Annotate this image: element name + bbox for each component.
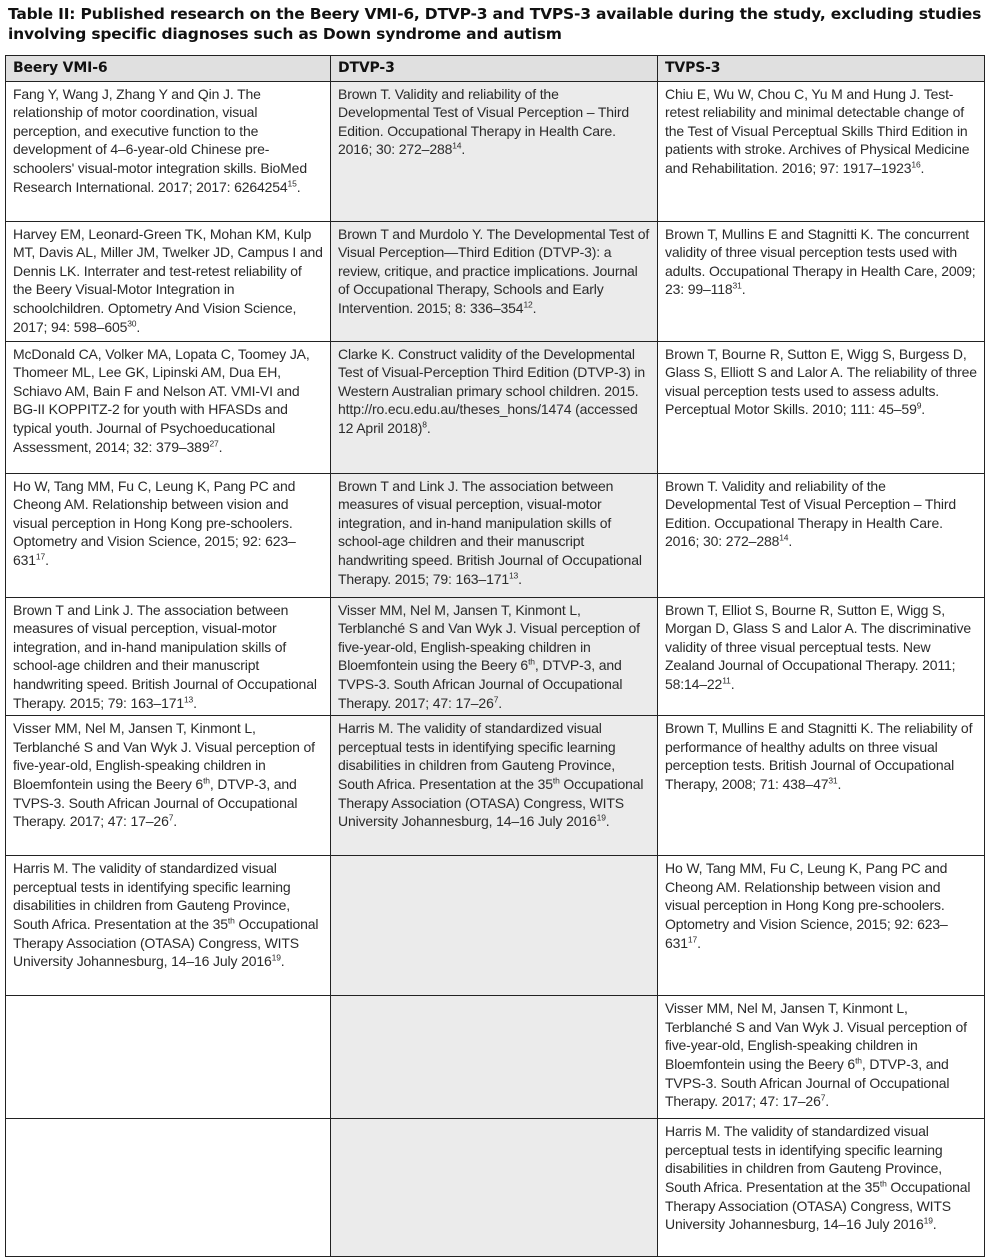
reference-text: . bbox=[932, 1216, 937, 1233]
reference-text: Occupational Therapy Association (OTASA) Congress, WITS University Johannesburg, 14–16 July 2016 bbox=[338, 775, 644, 830]
reference-text: Brown T, Mullins E and Stagnitti K. The reliability of performance of healthy adults on three visual perception tests. British Journal of Occupational Therapy, 2008; 71: 438–47 bbox=[665, 720, 973, 792]
table-row bbox=[6, 81, 985, 221]
cell-tvps bbox=[658, 1119, 985, 1257]
superscript: 19 bbox=[596, 812, 606, 823]
superscript: 9 bbox=[916, 400, 922, 411]
superscript: 19 bbox=[923, 1215, 933, 1226]
reference-text: . bbox=[173, 813, 178, 830]
reference-text: Occupational Therapy Association (OTASA) Congress, WITS University Johannesburg, 14–16 July 2016 bbox=[13, 915, 319, 970]
superscript: 14 bbox=[779, 532, 789, 543]
reference-text: , DTVP-3, and TVPS-3. South African Journal of Occupational Therapy. 2017; 47: 17–26 bbox=[13, 775, 298, 830]
reference-text: . bbox=[837, 775, 842, 792]
reference-text: Harris M. The validity of standardized visual perceptual tests in identifying specific learning disabilities in children from Gauteng Province, South Africa. Presentation at the 35 bbox=[665, 1123, 943, 1195]
superscript: 17 bbox=[35, 551, 46, 562]
reference-text: McDonald CA, Volker MA, Lopata C, Toomey JA, Thomeer ML, Lee GK, Lipinski AM, Dua EH, Schiavo AM, Bain F and Nelson AT. VMI-VI and BG-II KOPPITZ-2 for youth with HFASDs and typical youth. Journal of Psychoeducational Assessment, 2014; 32: 379–389 bbox=[13, 345, 310, 455]
superscript: th bbox=[528, 656, 535, 667]
reference-text: Brown T, Mullins E and Stagnitti K. The concurrent validity of three visual perception tests used with adults. Occupational Therapy in Health Care, 2009; 23: 99–118 bbox=[665, 225, 976, 298]
superscript: 7 bbox=[493, 693, 499, 704]
reference-text: Brown T, Elliot S, Bourne R, Sutton E, Wigg S, Morgan D, Glass S and Lalor A. The discriminative validity of three visual perceptual tests. New Zealand Journal of Occupational Therapy. 2011; 58:14–22 bbox=[665, 601, 971, 692]
table-row bbox=[6, 341, 985, 473]
reference-text: . bbox=[45, 551, 49, 568]
superscript: 15 bbox=[287, 177, 297, 188]
table-row bbox=[6, 996, 985, 1119]
superscript: 19 bbox=[271, 952, 281, 963]
reference-text: Brown T, Bourne R, Sutton E, Wigg S, Burgess D, Glass S, Elliott S and Lalor A. The reliability of three visual perception tests used to assess adults. Perceptual Motor Skills. 2010; 111: 45–59 bbox=[665, 345, 977, 418]
reference-text: , DTVP-3, and TVPS-3. South African Journal of Occupational Therapy. 2017; 47: 17–26 bbox=[665, 1055, 950, 1110]
cell-tvps bbox=[658, 996, 985, 1119]
reference-text: Visser MM, Nel M, Jansen T, Kinmont L, Terblanché S and Van Wyk J. Visual perception of five-year-old, English-speaking children in Bloemfontein using the Beery 6 bbox=[338, 601, 640, 674]
cell-tvps bbox=[658, 597, 985, 716]
reference-text: . bbox=[498, 694, 503, 711]
table-row bbox=[6, 856, 985, 996]
superscript: th bbox=[552, 775, 560, 786]
reference-text: . bbox=[921, 401, 926, 418]
superscript: 14 bbox=[452, 140, 462, 151]
reference-text: . bbox=[518, 570, 522, 587]
reference-text: , DTVP-3, and TVPS-3. South African Journal of Occupational Therapy. 2017; 47: 17–26 bbox=[338, 657, 623, 711]
cell-dtvp bbox=[331, 81, 658, 221]
reference-text: Chiu E, Wu W, Chou C, Yu M and Hung J. Test-retest reliability and minimal detectable change of the Test of Visual Perceptual Skills Third Edition in patients with stroke. Archives of Physical Medicine and Rehabilitation. 2016; 97: 1917–1923 bbox=[665, 85, 970, 176]
cell-beery bbox=[6, 996, 331, 1119]
header-dtvp: DTVP-3 bbox=[331, 56, 658, 82]
reference-text: . bbox=[426, 419, 431, 436]
reference-text: . bbox=[741, 281, 746, 298]
header-tvps: TVPS-3 bbox=[658, 56, 985, 82]
cell-beery bbox=[6, 473, 331, 597]
cell-dtvp bbox=[331, 473, 658, 597]
reference-text: Ho W, Tang MM, Fu C, Leung K, Pang PC and Cheong AM. Relationship between vision and visual perception in Hong Kong pre-schoolers. Optometry and Vision Science, 2015; 92: 623–631 bbox=[13, 477, 296, 568]
reference-text: . bbox=[218, 438, 223, 455]
reference-text: Brown T and Link J. The association between measures of visual perception, visual-motor integration, and in-hand manipulation skills of school-age children and their manuscript handwriting speed. British Journal of Occupational Therapy. 2015; 79: 163–171 bbox=[13, 601, 317, 711]
cell-tvps bbox=[658, 221, 985, 341]
table-row bbox=[6, 716, 985, 856]
superscript: 27 bbox=[209, 437, 219, 448]
cell-beery bbox=[6, 856, 331, 996]
reference-text: . bbox=[461, 141, 466, 158]
superscript: th bbox=[855, 1055, 862, 1066]
superscript: 13 bbox=[508, 569, 519, 580]
cell-beery bbox=[6, 81, 331, 221]
reference-text: Ho W, Tang MM, Fu C, Leung K, Pang PC and Cheong AM. Relationship between vision and visual perception in Hong Kong pre-schoolers. Optometry and Vision Science, 2015; 92: 623–631 bbox=[665, 860, 948, 951]
table-caption: Table II: Published research on the Beery VMI-6, DTVP-3 and TVPS-3 available during the study, excluding studies involving specific diagnoses such as Down syndrome and autism bbox=[8, 5, 982, 43]
cell-beery bbox=[6, 1119, 331, 1257]
table-row bbox=[6, 597, 985, 716]
reference-text: . bbox=[296, 178, 301, 195]
cell-beery bbox=[6, 221, 331, 341]
reference-text: . bbox=[605, 813, 610, 830]
superscript: th bbox=[227, 915, 235, 926]
header-beery: Beery VMI-6 bbox=[6, 56, 331, 82]
cell-dtvp bbox=[331, 716, 658, 856]
reference-text: Visser MM, Nel M, Jansen T, Kinmont L, Terblanché S and Van Wyk J. Visual perception of five-year-old, English-speaking children in Bloemfontein using the Beery 6 bbox=[13, 720, 315, 792]
cell-tvps bbox=[658, 856, 985, 996]
cell-dtvp bbox=[331, 856, 658, 996]
reference-text: . bbox=[532, 299, 537, 316]
superscript: 31 bbox=[828, 775, 838, 786]
reference-text: . bbox=[730, 675, 735, 692]
reference-text: . bbox=[697, 934, 701, 951]
cell-dtvp bbox=[331, 221, 658, 341]
cell-beery bbox=[6, 716, 331, 856]
reference-text: Occupational Therapy Association (OTASA) Congress, WITS University Johannesburg, 14–16 July 2016 bbox=[665, 1178, 971, 1233]
superscript: 7 bbox=[820, 1092, 826, 1103]
cell-tvps bbox=[658, 341, 985, 473]
superscript: 31 bbox=[732, 280, 742, 291]
table-row bbox=[6, 473, 985, 597]
reference-text: Clarke K. Construct validity of the Developmental Test of Visual-Perception Third Edition (DTVP-3) in Western Australian primary school children. 2015. http://ro.ecu.edu.au/theses_hons/1474 (accessed 12 April 2018) bbox=[338, 345, 645, 436]
reference-text: Brown T and Murdolo Y. The Developmental Test of Visual Perception—Third Edition (DTVP-3): a review, critique, and practice implications. Journal of Occupational Therapy, Schools and Early Intervention. 2015; 8: 336–354 bbox=[338, 225, 650, 316]
cell-beery bbox=[6, 341, 331, 473]
reference-text: . bbox=[193, 694, 197, 711]
superscript: 13 bbox=[183, 693, 194, 704]
superscript: 16 bbox=[911, 159, 921, 170]
cell-tvps bbox=[658, 716, 985, 856]
cell-tvps bbox=[658, 81, 985, 221]
table-row bbox=[6, 221, 985, 341]
reference-text: Fang Y, Wang J, Zhang Y and Qin J. The relationship of motor coordination, visual perception, and executive function to the development of 4–6-year-old Chinese pre-schoolers' visual-motor integration skills. BioMed Research International. 2017; 2017: 6264254 bbox=[13, 85, 307, 195]
superscript: th bbox=[879, 1178, 887, 1189]
reference-text: Brown T. Validity and reliability of the Developmental Test of Visual Perception – Third Edition. Occupational Therapy in Health Care. 2016; 30: 272–288 bbox=[665, 477, 957, 550]
header-row bbox=[6, 56, 985, 82]
cell-tvps bbox=[658, 473, 985, 597]
research-table bbox=[5, 55, 985, 1257]
superscript: 11 bbox=[722, 675, 731, 686]
superscript: 30 bbox=[127, 317, 137, 328]
table-row bbox=[6, 1119, 985, 1257]
cell-dtvp bbox=[331, 341, 658, 473]
reference-text: Brown T. Validity and reliability of the Developmental Test of Visual Perception – Third Edition. Occupational Therapy in Health Care. 2016; 30: 272–288 bbox=[338, 85, 630, 158]
cell-dtvp bbox=[331, 597, 658, 716]
reference-text: . bbox=[920, 159, 925, 176]
reference-text: . bbox=[825, 1093, 830, 1110]
cell-dtvp bbox=[331, 996, 658, 1119]
superscript: th bbox=[203, 775, 210, 786]
cell-dtvp bbox=[331, 1119, 658, 1257]
reference-text: Visser MM, Nel M, Jansen T, Kinmont L, Terblanché S and Van Wyk J. Visual perception of five-year-old, English-speaking children in Bloemfontein using the Beery 6 bbox=[665, 1000, 967, 1072]
cell-beery bbox=[6, 597, 331, 716]
reference-text: . bbox=[136, 318, 141, 335]
superscript: 7 bbox=[168, 812, 174, 823]
reference-text: Harris M. The validity of standardized visual perceptual tests in identifying specific learning disabilities in children from Gauteng Province, South Africa. Presentation at the 35 bbox=[338, 720, 616, 792]
reference-text: . bbox=[280, 953, 285, 970]
reference-text: Harvey EM, Leonard-Green TK, Mohan KM, Kulp MT, Davis AL, Miller JM, Twelker JD, Campus I and Dennis LK. Interrater and test-retest reliability of the Beery Visual-Motor Integration in schoolchildren. Optometry And Vision Science, 2017; 94: 598–605 bbox=[13, 225, 323, 335]
reference-text: Brown T and Link J. The association between measures of visual perception, visual-motor integration, and in-hand manipulation skills of school-age children and their manuscript handwriting speed. British Journal of Occupational Therapy. 2015; 79: 163–171 bbox=[338, 477, 642, 587]
superscript: 17 bbox=[687, 933, 698, 944]
superscript: 12 bbox=[523, 299, 533, 310]
reference-text: . bbox=[788, 533, 793, 550]
superscript: 8 bbox=[422, 419, 427, 430]
reference-text: Harris M. The validity of standardized visual perceptual tests in identifying specific learning disabilities in children from Gauteng Province, South Africa. Presentation at the 35 bbox=[13, 860, 291, 932]
